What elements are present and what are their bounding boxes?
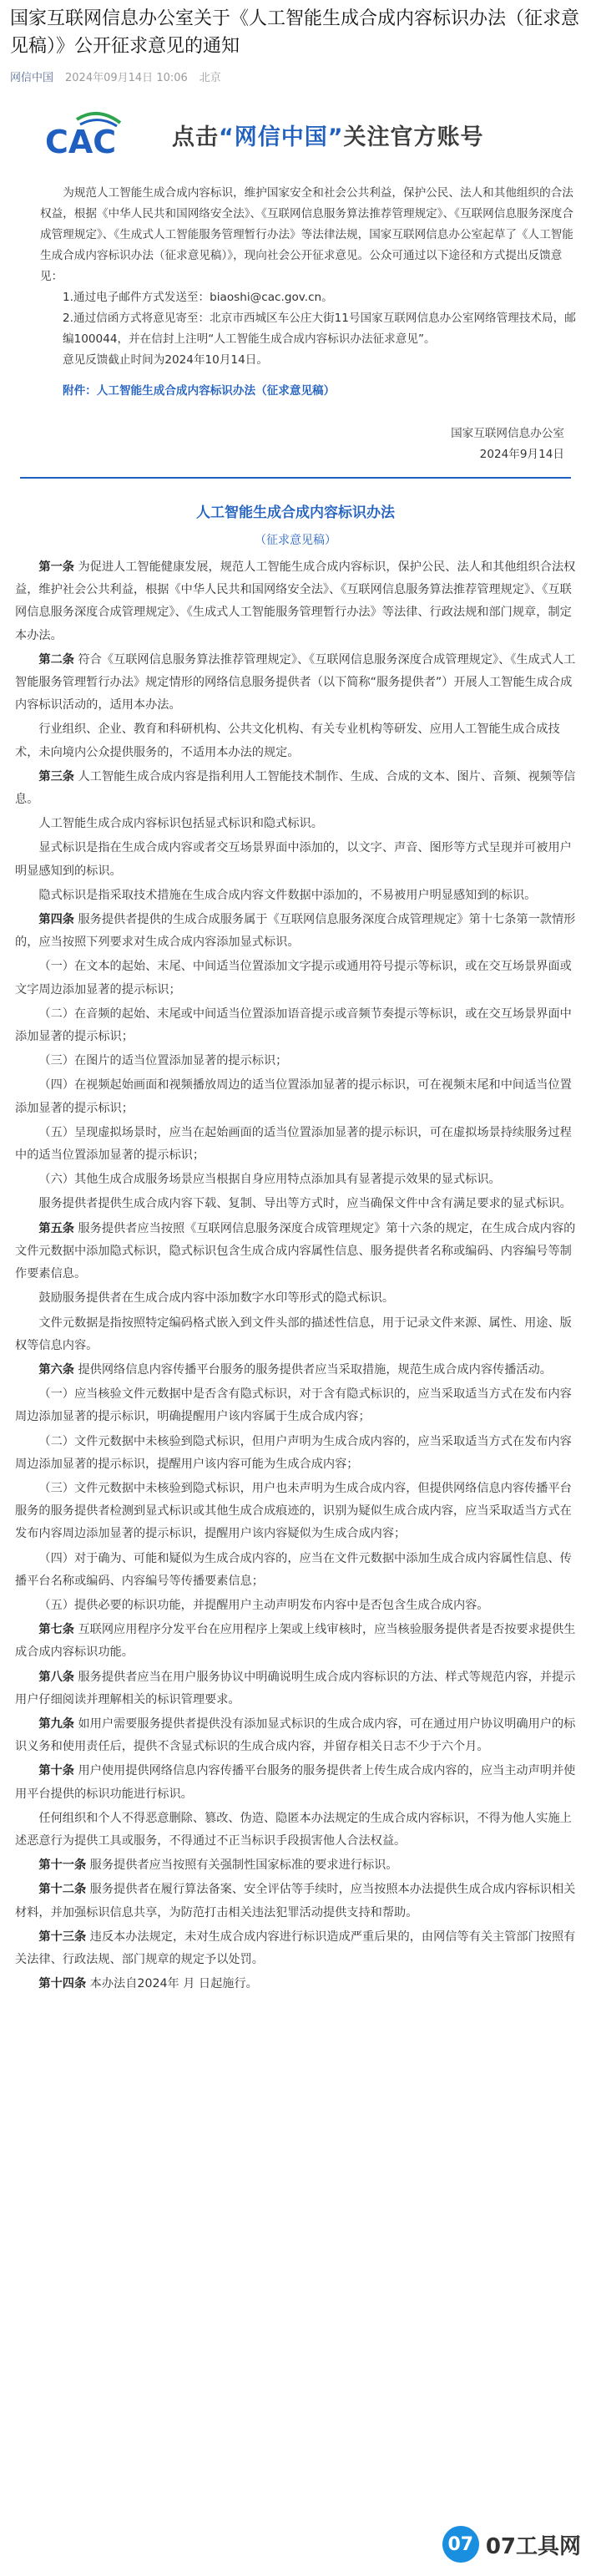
section-divider	[20, 477, 571, 479]
watermark-text: 07工具网	[485, 2533, 581, 2559]
law-paragraph	[15, 1548, 576, 1593]
follow-banner[interactable]	[43, 109, 581, 160]
article-text: 服务提供者提供生成合成内容下载、复制、导出等方式时，应当确保文件中含有满足要求的显式标识。	[38, 1197, 572, 1211]
article-number: 第二条	[38, 652, 74, 667]
law-paragraph	[15, 1074, 576, 1119]
law-paragraph	[15, 1926, 576, 1971]
article-text: 用户使用提供网络信息内容传播平台服务的服务提供者上传生成合成内容的，应当主动声明并使用平台提供的标识功能进行标识。	[15, 1764, 576, 1801]
law-paragraph	[15, 1854, 576, 1877]
law-paragraph	[15, 1218, 576, 1286]
article-text: （四）在视频起始画面和视频播放周边的适当位置添加显著的提示标识，可在视频末尾和中间适当位置添加显著的提示标识；	[15, 1078, 572, 1115]
cac-logo-icon	[43, 111, 152, 158]
article-number: 第十四条	[38, 1977, 87, 1991]
law-paragraph	[15, 1431, 576, 1476]
site-watermark	[442, 2526, 581, 2563]
article-text: （三）文件元数据中未核验到隐式标识，用户也未声明为生成合成内容，但提供网络信息内容传播平台服务的服务提供者检测到显式标识或其他生成合成痕迹的，识别为疑似生成合成内容，应当采取适当方式在发布内容周边添加显著的提示标识，提醒用户该内容疑似为生成合成内容；	[15, 1481, 572, 1541]
article-text: 显式标识是指在生成合成内容或者交互场景界面中添加的，以文字、声音、图形等方式呈现并可被用户明显感知到的标识。	[15, 841, 572, 878]
banner-text	[172, 119, 484, 151]
banner-highlight: “网信中国”	[219, 124, 344, 150]
article-text: 人工智能生成合成内容是指利用人工智能技术制作、生成、合成的文本、图片、音频、视频等信息。	[15, 769, 576, 807]
law-paragraph	[15, 1122, 576, 1167]
article-number: 第六条	[38, 1362, 74, 1377]
article-text: （四）对于确为、可能和疑似为生成合成内容的，应当在文件元数据中添加生成合成内容属性信息、传播平台名称或编码、内容编号等传播要素信息；	[15, 1551, 572, 1588]
article-text: 服务提供者提供的生成合成服务属于《互联网信息服务深度合成管理规定》第十七条第一款情形的，应当按照下列要求对生成合成内容添加显式标识。	[15, 913, 576, 950]
article-number: 第十条	[38, 1764, 74, 1778]
article-text: 违反本办法规定，未对生成合成内容进行标识造成严重后果的，由网信等有关主管部门按照有关法律、行政法规、部门规章的规定予以处罚。	[15, 1929, 576, 1966]
article-text: 符合《互联网信息服务算法推荐管理规定》、《互联网信息服务深度合成管理规定》、《生成式人工智能服务管理暂行办法》规定情形的网络信息服务提供者（以下简称“服务提供者”）开展人工智能生成合成内容标识活动的，适用本办法。	[15, 652, 576, 712]
article-number: 第十二条	[38, 1883, 87, 1897]
law-paragraph	[15, 1383, 576, 1428]
article-text: 鼓励服务提供者在生成合成内容中添加数字水印等形式的隐式标识。	[38, 1291, 395, 1306]
article-text: （三）在图片的适当位置添加显著的提示标识；	[38, 1054, 288, 1068]
law-paragraph	[15, 1478, 576, 1546]
article-text: 本办法自2024年 月 日起施行。	[89, 1977, 258, 1991]
law-paragraph	[15, 1713, 576, 1758]
law-paragraph	[15, 1003, 576, 1048]
law-paragraph	[15, 909, 576, 954]
article-number: 第五条	[38, 1221, 74, 1235]
law-paragraph	[15, 1666, 576, 1711]
publish-location: 北京	[199, 72, 221, 84]
law-paragraph	[15, 1619, 576, 1664]
article-number: 第七条	[38, 1623, 74, 1637]
article-text: 人工智能生成合成内容标识包括显式标识和隐式标识。	[38, 817, 323, 831]
law-paragraph	[15, 956, 576, 1001]
attachment-link[interactable]: 附件：人工智能生成合成内容标识办法（征求意见稿）	[63, 384, 336, 398]
article-title: 国家互联网信息办公室关于《人工智能生成合成内容标识办法（征求意见稿）》公开征求意见的通知	[10, 8, 580, 57]
article-number: 第三条	[38, 769, 74, 783]
article-text: 提供网络信息内容传播平台服务的服务提供者应当采取措施，规范生成合成内容传播活动。	[78, 1362, 552, 1377]
article-meta	[10, 68, 581, 84]
law-paragraph	[15, 718, 576, 763]
law-title: 人工智能生成合成内容标识办法	[196, 505, 395, 521]
article-text: 服务提供者应当按照有关强制性国家标准的要求进行标识。	[89, 1858, 398, 1873]
intro-paragraph: 为规范人工智能生成合成内容标识，维护国家安全和社会公共利益，保护公民、法人和其他组织的合法权益，根据《中华人民共和国网络安全法》、《互联网信息服务算法推荐管理规定》、《互联网信息服务深度合成管理规定》、《生成式人工智能服务管理暂行办法》等法律法规，国家互联网信息办公室起草了《人工智能生成合成内容标识办法（征求意见稿）》，现向社会公开征求意见。公众可通过以下途径和方式提出反馈意见：	[40, 186, 573, 283]
signature-org: 国家互联网信息办公室	[451, 427, 564, 440]
law-paragraph	[15, 837, 576, 882]
law-paragraph	[15, 1287, 576, 1310]
banner-prefix: 点击	[172, 124, 219, 150]
law-paragraph	[15, 1973, 576, 1995]
publish-date: 2024年09月14日 10:06	[65, 72, 188, 84]
article-number: 第一条	[38, 560, 74, 574]
law-paragraph	[15, 1760, 576, 1805]
article-number: 第八条	[38, 1670, 74, 1684]
law-paragraph	[15, 1193, 576, 1215]
article-text: 行业组织、企业、教育和科研机构、公共文化机构、有关专业机构等研发、应用人工智能生成合成技术，未向境内公众提供服务的，不适用本办法的规定。	[15, 723, 560, 759]
law-subtitle: （征求意见稿）	[255, 534, 336, 547]
article-text: 互联网应用程序分发平台在应用程序上架或上线审核时，应当核验服务提供者是否按要求提供生成合成内容标识功能。	[15, 1623, 576, 1660]
article-text: 隐式标识是指采取技术措施在生成合成内容文件数据中添加的，不易被用户明显感知到的标识。	[38, 888, 537, 902]
law-paragraph	[15, 1050, 576, 1072]
law-paragraph	[15, 1312, 576, 1357]
law-paragraph	[15, 813, 576, 835]
article-text: 为促进人工智能健康发展，规范人工智能生成合成内容标识，保护公民、法人和其他组织合法权益，维护社会公共利益，根据《中华人民共和国网络安全法》、《互联网信息服务算法推荐管理规定》、《互联网信息服务深度合成管理规定》、《生成式人工智能服务管理暂行办法》等法律、行政法规和部门规章，制定本办法。	[15, 560, 576, 642]
notice-body	[10, 183, 581, 402]
article-text: 服务提供者应当按照《互联网信息服务深度合成管理规定》第十六条的规定，在生成合成内容的文件元数据中添加隐式标识，隐式标识包含生成合成内容属性信息、服务提供者名称或编码、内容编号等制作要素信息。	[15, 1221, 576, 1281]
article-text: 服务提供者在履行算法备案、安全评估等手续时，应当按照本办法提供生成合成内容标识相关材料，并加强标识信息共享，为防范打击相关违法犯罪活动提供支持和帮助。	[15, 1883, 576, 1919]
deadline: 意见反馈截止时间为2024年10月14日。	[63, 353, 268, 367]
law-paragraph	[15, 1595, 576, 1617]
law-paragraph	[15, 885, 576, 907]
article-text: 任何组织和个人不得恶意删除、篡改、伪造、隐匿本办法规定的生成合成内容标识，不得为他人实施上述恶意行为提供工具或服务，不得通过不正当标识手段损害他人合法权益。	[15, 1811, 572, 1848]
law-paragraph	[15, 1808, 576, 1853]
law-body	[10, 556, 581, 1995]
article-text: （二）文件元数据中未核验到隐式标识，但用户声明为生成合成内容的，应当采取适当方式在发布内容周边添加显著的提示标识，提醒用户该内容可能为生成合成内容；	[15, 1434, 572, 1471]
cac-logo	[43, 111, 152, 158]
article-text: （六）其他生成合成服务场景应当根据自身应用特点添加具有显著提示效果的显式标识。	[38, 1173, 501, 1187]
signature	[10, 423, 581, 465]
article-text: （二）在音频的起始、末尾或中间适当位置添加语音提示或音频节奏提示等标识，或在交互场景界面中添加显著的提示标识；	[15, 1007, 572, 1044]
article-text: （一）应当核验文件元数据中是否含有隐式标识，对于含有隐式标识的，应当采取适当方式在发布内容周边添加显著的提示标识，明确提醒用户该内容属于生成合成内容；	[15, 1387, 572, 1424]
article-number: 第十一条	[38, 1858, 87, 1873]
law-paragraph	[15, 1169, 576, 1191]
article-text: （五）呈现虚拟场景时，应当在起始画面的适当位置添加显著的提示标识，可在虚拟场景持续服务过程中的适当位置添加显著的提示标识；	[15, 1125, 572, 1163]
watermark-logo-icon: 07	[442, 2526, 479, 2563]
article-number: 第四条	[38, 913, 74, 927]
law-paragraph	[15, 1879, 576, 1924]
law-paragraph	[15, 1359, 576, 1382]
banner-suffix: 关注官方账号	[343, 124, 484, 150]
signature-date: 2024年9月14日	[479, 448, 564, 461]
law-paragraph	[15, 766, 576, 811]
article-number: 第九条	[38, 1716, 74, 1731]
logo-text: CAC	[45, 124, 117, 158]
letter-instruction: 2.通过信函方式将意见寄至：北京市西城区车公庄大街11号国家互联网信息办公室网络管理技术局，邮编100044，并在信封上注明“人工智能生成合成内容标识办法征求意见”。	[63, 312, 576, 346]
law-paragraph	[15, 649, 576, 718]
law-paragraph	[15, 556, 576, 647]
article-text: 如用户需要服务提供者提供没有添加显式标识的生成合成内容，可在通过用户协议明确用户的标识义务和使用责任后，提供不含显式标识的生成合成内容，并留存相关日志不少于六个月。	[15, 1716, 576, 1754]
source-link[interactable]: 网信中国	[10, 72, 54, 84]
article-text: 文件元数据是指按照特定编码格式嵌入到文件头部的描述性信息，用于记录文件来源、属性、用途、版权等信息内容。	[15, 1316, 572, 1352]
article-number: 第十三条	[38, 1929, 87, 1944]
email-instruction: 1.通过电子邮件方式发送至：biaoshi@cac.gov.cn。	[63, 291, 333, 304]
article-text: 服务提供者应当在用户服务协议中明确说明生成合成内容标识的方法、样式等规范内容，并提示用户仔细阅读并理解相关的标识管理要求。	[15, 1670, 576, 1706]
article-text: （五）提供必要的标识功能，并提醒用户主动声明发布内容中是否包含生成合成内容。	[38, 1598, 489, 1612]
article-text: （一）在文本的起始、末尾、中间适当位置添加文字提示或通用符号提示等标识，或在交互场景界面或文字周边添加显著的提示标识；	[15, 960, 572, 996]
